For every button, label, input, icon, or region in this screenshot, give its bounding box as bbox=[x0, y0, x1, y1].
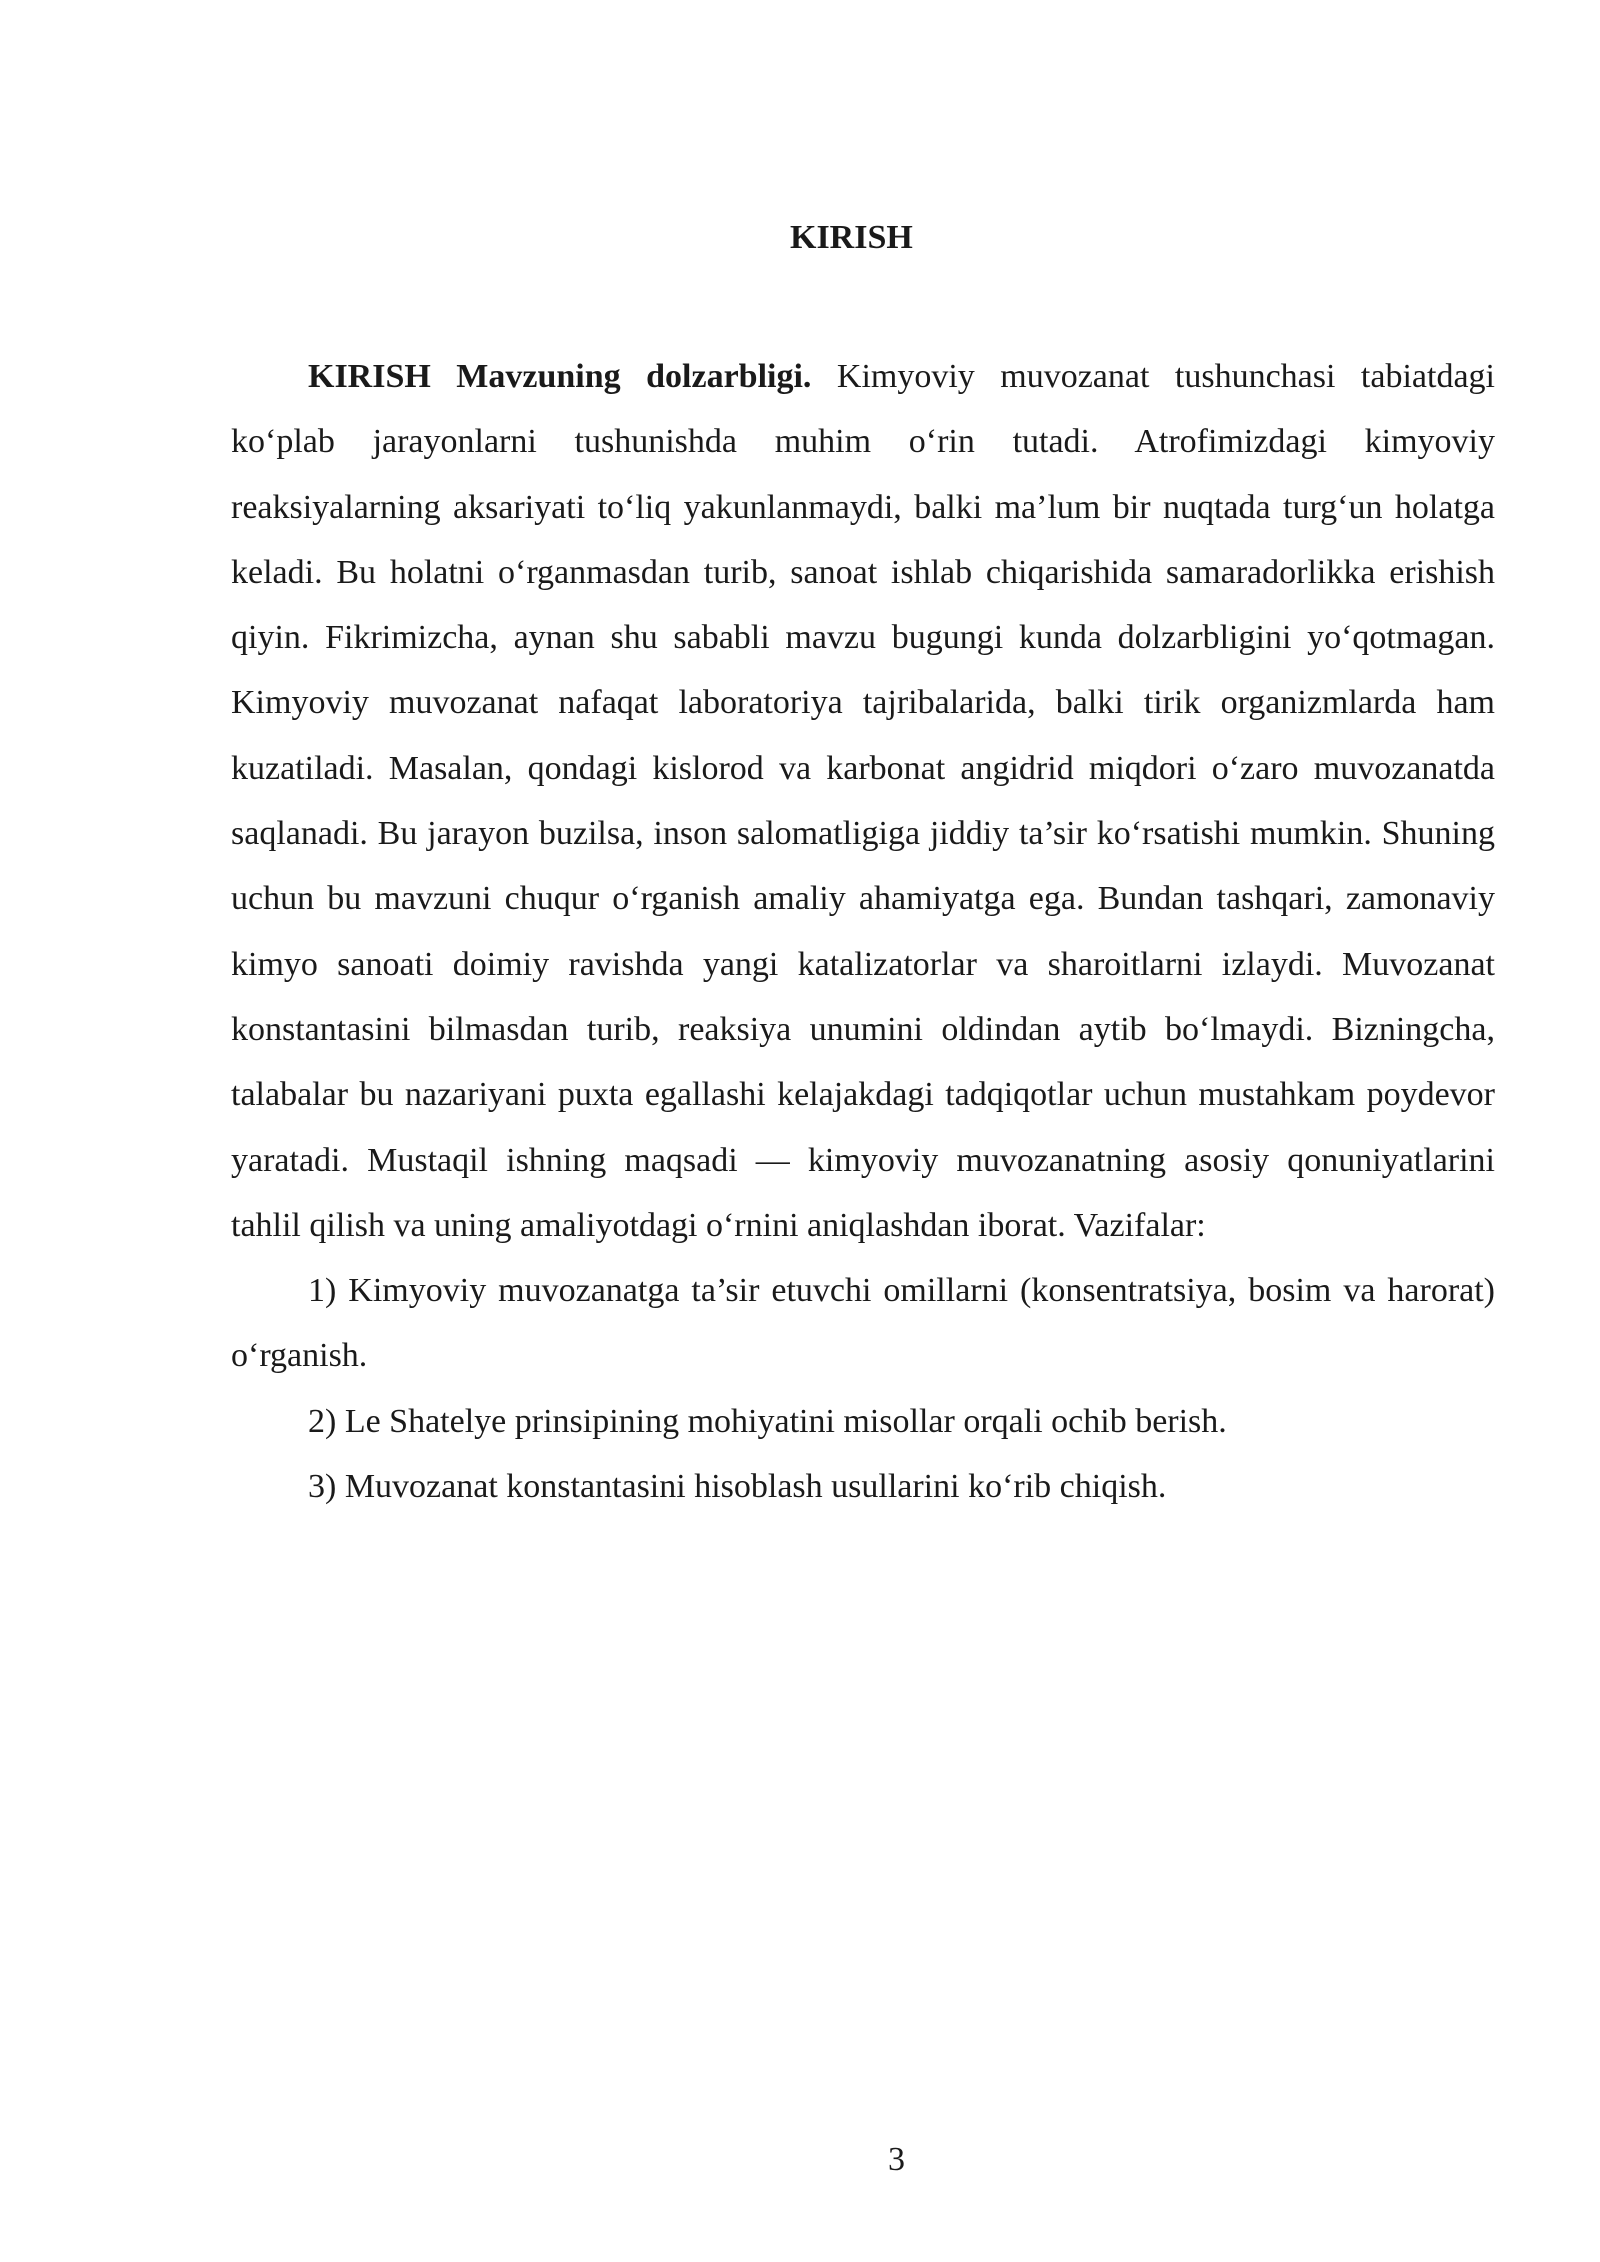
intro-paragraph bbox=[231, 344, 1495, 1258]
task-item-3: 3) Muvozanat konstantasini hisoblash usullarini ko‘rib chiqish. bbox=[308, 1468, 1167, 1506]
intro-lead: KIRISH Mavzuning dolzarbligi. bbox=[308, 358, 812, 395]
document-body bbox=[231, 344, 1495, 1519]
page-heading: KIRISH bbox=[790, 219, 913, 256]
intro-text: Kimyoviy muvozanat tushunchasi tabiatdagi ko‘plab jarayonlarni tushunishda muhim o‘rin tutadi. Atrofimizdagi kimyoviy reaksiyalarning aksariyati to‘liq yakunlanmaydi, balki ma’lum bir nuqtada turg‘un holatga keladi. Bu holatni o‘rganmasdan turib, sanoat ishlab chiqarishida samaradorlikka erishish qiyin. Fikrimizcha, aynan shu sababli mavzu bugungi kunda dolzarbligini yo‘qotmagan. Kimyoviy muvozanat nafaqat laboratoriya tajribalarida, balki tirik organizmlarda ham kuzatiladi. Masalan, qondagi kislorod va karbonat angidrid miqdori o‘zaro muvozanatda saqlanadi. Bu jarayon buzilsa, inson salomatligiga jiddiy ta’sir ko‘rsatishi mumkin. Shuning uchun bu mavzuni chuqur o‘rganish amaliy ahamiyatga ega. Bundan tashqari, zamonaviy kimyo sanoati doimiy ravishda yangi katalizatorlar va sharoitlarni izlaydi. Muvozanat konstantasini bilmasdan turib, reaksiya unumini oldindan aytib bo‘lmaydi. Bizningcha, talabalar bu nazariyani puxta egallashi kelajakdagi tadqiqotlar uchun mustahkam poydevor yaratadi. Mustaqil ishning maqsadi — kimyoviy muvozanatning asosiy qonuniyatlarini tahlil qilish va uning amaliyotdagi o‘rnini aniqlashdan iborat. Vazifalar: bbox=[231, 358, 1495, 1244]
task-item-2: 2) Le Shatelye prinsipining mohiyatini misollar orqali ochib berish. bbox=[308, 1402, 1227, 1440]
task-item-1: 1) Kimyoviy muvozanatga ta’sir etuvchi omillarni (konsentratsiya, bosim va harorat) o‘rganish. bbox=[231, 1272, 1495, 1375]
page-number: 3 bbox=[888, 2141, 905, 2178]
